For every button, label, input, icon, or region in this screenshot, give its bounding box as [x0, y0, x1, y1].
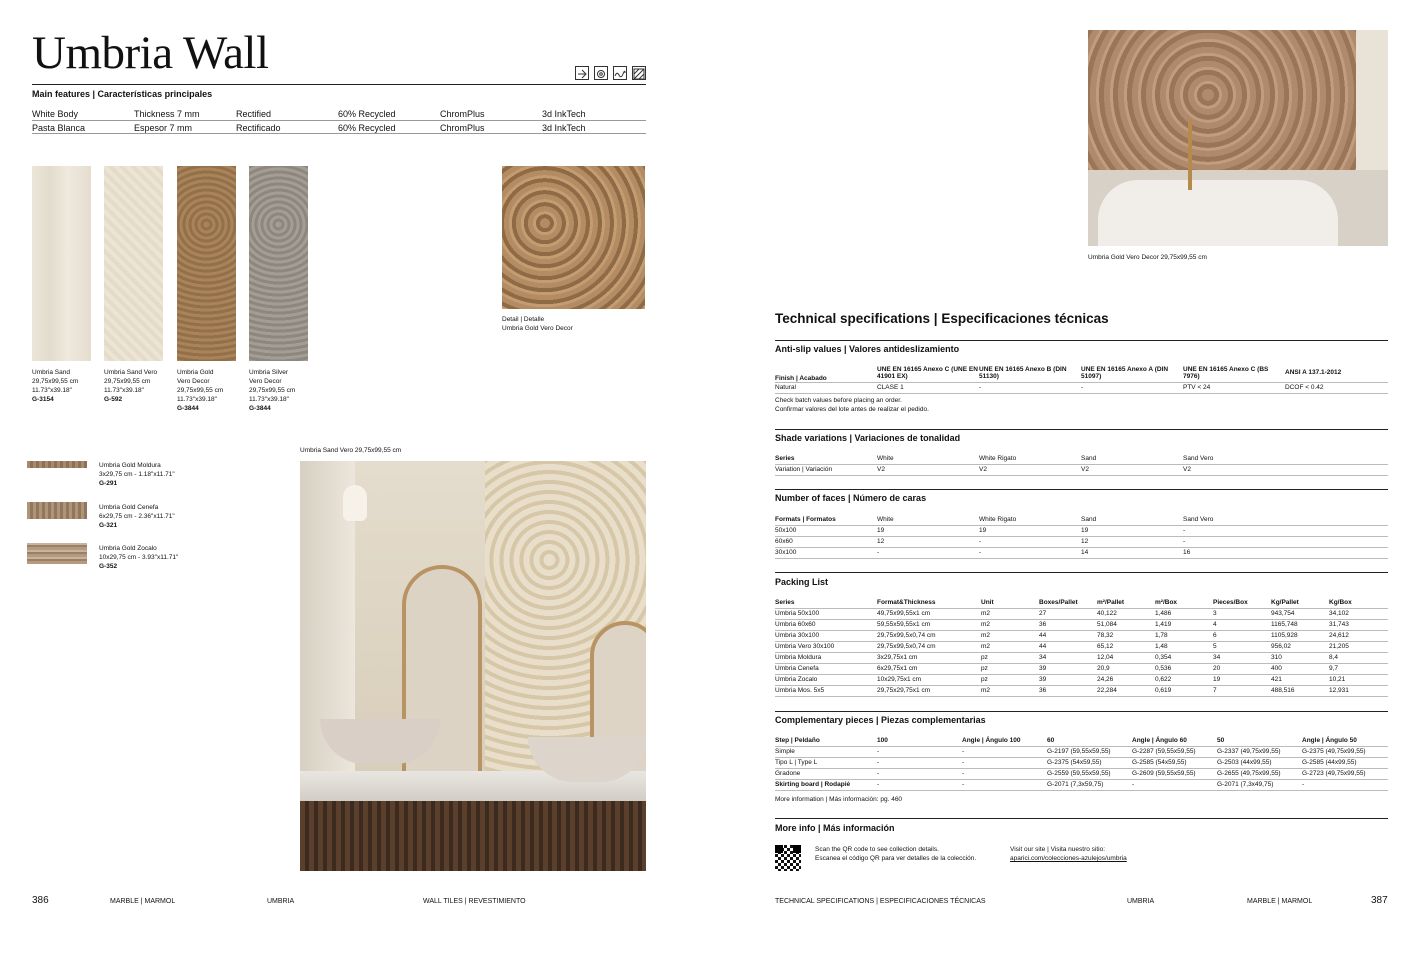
footer-category: MARBLE | MARMOL — [1247, 898, 1313, 905]
tile-caption: Umbria Gold Vero Decor 29,75x99,55 cm 11.73"x39.18" G-3844 — [177, 369, 224, 412]
table-cell: 0,354 — [1155, 652, 1213, 663]
table-cell: 65,12 — [1097, 641, 1155, 652]
table-cell: G-2723 (49,75x99,55) — [1302, 768, 1388, 779]
bathtub-photo — [1088, 30, 1388, 246]
table-cell: 1165,748 — [1271, 619, 1329, 630]
table-cell: 36 — [1039, 619, 1097, 630]
table-cell: 12,04 — [1097, 652, 1155, 663]
wave-icon — [613, 66, 627, 80]
gear-icon — [594, 66, 608, 80]
table-cell: 1,48 — [1155, 641, 1213, 652]
table-cell: m2 — [981, 641, 1039, 652]
table-cell: 22,284 — [1097, 685, 1155, 696]
table-cell: Umbria 50x100 — [775, 608, 877, 619]
complementary-table: Step | Peldaño 100 Angle | Ángulo 100 60 Angle | Ángulo 60 50 Angle | Ángulo 50 Simple - - G-2197 (59,55x59,55) G-2287 (59,55x59,55) G-2337 (49,75x99,55) G-2375 (49,75x99,55) Tipo L | Type L - - G-2375 (54x59,55) G-2585 (54x59,55) G-2503 (44x99,55) G-2585 (44x99,55) Gradone - - G-2559 (59,55x59,55) G-2609 (59,55x59,55) G-2655 (49,75x99,55) G-2723 (49,75x99,55) Skirting board | Rodapié - - G-2071 (7,3x59,75) - G-2071 (7,3x49,75) - — [775, 735, 1388, 791]
table-cell: 20 — [1213, 663, 1271, 674]
table-cell: pz — [981, 663, 1039, 674]
table-cell: 421 — [1271, 674, 1329, 685]
table-cell: 29,75x99,5x0,74 cm — [877, 630, 981, 641]
table-cell: 44 — [1039, 630, 1097, 641]
table-cell: m2 — [981, 630, 1039, 641]
table-row: Skirting board | Rodapié - - G-2071 (7,3x59,75) - G-2071 (7,3x49,75) - — [775, 779, 1388, 790]
table-cell: 7 — [1213, 685, 1271, 696]
table-row: 60x60 12 - 12 - — [775, 536, 1388, 547]
complementary-title: Complementary pieces | Piezas complementarias — [775, 715, 986, 725]
tile-umbria-sand-vero — [104, 166, 163, 361]
table-cell: 19 — [1213, 674, 1271, 685]
table-cell: - — [962, 757, 1047, 768]
photo-caption: Umbria Gold Vero Decor 29,75x99,55 cm — [1088, 254, 1207, 261]
table-cell: m2 — [981, 619, 1039, 630]
table-cell: G-2375 (54x59,55) — [1047, 757, 1132, 768]
grid-icon — [632, 66, 646, 80]
table-cell: 21,205 — [1329, 641, 1388, 652]
tile-caption: Umbria Sand 29,75x99,55 cm 11.73"x39.18" G-3154 — [32, 369, 79, 403]
detail-caption: Detail | Detalle Umbria Gold Vero Decor — [502, 316, 573, 332]
table-row — [775, 685, 1388, 696]
table-row — [775, 608, 1388, 619]
table-cell: G-2337 (49,75x99,55) — [1217, 746, 1302, 757]
site-link[interactable]: aparici.com/colecciones-azulejos/umbria — [1010, 855, 1127, 862]
table-cell: 40,122 — [1097, 608, 1155, 619]
table-cell: 8,4 — [1329, 652, 1388, 663]
table-row: 30x100 - - 14 16 — [775, 547, 1388, 558]
tile-umbria-silver-vero-decor — [249, 166, 308, 361]
table-cell: 59,55x59,55x1 cm — [877, 619, 981, 630]
footer-section: MARBLE | MARMOL — [110, 898, 176, 905]
table-cell: 1,419 — [1155, 619, 1213, 630]
table-cell: 5 — [1213, 641, 1271, 652]
table-cell: - — [962, 746, 1047, 757]
tile-caption: Umbria Sand Vero 29,75x99,55 cm 11.73"x39.18" G-592 — [104, 369, 158, 403]
table-row — [775, 652, 1388, 663]
table-cell: 24,612 — [1329, 630, 1388, 641]
table-cell: 20,9 — [1097, 663, 1155, 674]
table-cell: - — [877, 768, 962, 779]
table-row: 50x100 19 19 19 - — [775, 525, 1388, 536]
features-table: White Body Thickness 7 mm Rectified 60% Recycled ChromPlus 3d InkTech Pasta Blanca Espesor 7 mm Rectificado 60% Recycled ChromPlus 3d InkTech — [32, 109, 646, 134]
table-cell: Tipo L | Type L — [775, 757, 877, 768]
table-cell: 36 — [1039, 685, 1097, 696]
shade-table: Series White White Rigato Sand Sand Vero Variation | Variación V2 V2 V2 V2 — [775, 453, 1388, 476]
table-cell: 400 — [1271, 663, 1329, 674]
trim-caption: Umbria Gold Cenefa 6x29,75 cm - 2.36"x11.71" G-321 — [99, 504, 175, 529]
scan-text: Scan the QR code to see collection details. Escanea el código QR para ver detalles de la colección. — [815, 846, 977, 862]
table-row — [775, 674, 1388, 685]
footer-section: TECHNICAL SPECIFICATIONS | ESPECIFICACIONES TÉCNICAS — [775, 898, 986, 905]
tech-spec-title: Technical specifications | Especificaciones técnicas — [775, 311, 1109, 326]
features-heading: Main features | Características principales — [32, 89, 213, 99]
table-cell: Umbria Moldura — [775, 652, 877, 663]
more-information-page: More information | Más información: pg. 460 — [775, 796, 903, 803]
table-cell: - — [877, 746, 962, 757]
table-cell: Simple — [775, 746, 877, 757]
table-cell: Gradone — [775, 768, 877, 779]
table-cell: - — [877, 757, 962, 768]
footer-collection: UMBRIA — [1127, 898, 1155, 905]
table-cell: 9,7 — [1329, 663, 1388, 674]
table-cell: 51,084 — [1097, 619, 1155, 630]
table-cell: 24,26 — [1097, 674, 1155, 685]
tile-caption: Umbria Silver Vero Decor 29,75x99,55 cm 11.73"x39.18" G-3844 — [249, 369, 296, 412]
table-cell: G-2503 (44x99,55) — [1217, 757, 1302, 768]
trim-caption: Umbria Gold Moldura 3x29,75 cm - 1.18"x11.71" G-291 — [99, 462, 175, 487]
tile-umbria-gold-vero-decor — [177, 166, 236, 361]
page-title: Umbria Wall — [32, 27, 269, 79]
table-cell: 49,75x99,55x1 cm — [877, 608, 981, 619]
table-cell: pz — [981, 674, 1039, 685]
qr-code-icon[interactable] — [775, 845, 801, 871]
table-cell: Umbria Zocalo — [775, 674, 877, 685]
more-info-title: More info | Más información — [775, 823, 895, 833]
table-cell: 3x29,75x1 cm — [877, 652, 981, 663]
table-cell: 27 — [1039, 608, 1097, 619]
table-cell: 3 — [1213, 608, 1271, 619]
table-row — [775, 663, 1388, 674]
table-cell: m2 — [981, 685, 1039, 696]
bathroom-photo — [300, 461, 646, 871]
table-cell: 29,75x29,75x1 cm — [877, 685, 981, 696]
trim-caption: Umbria Gold Zocalo 10x29,75 cm - 3.93"x11.71" G-352 — [99, 545, 179, 570]
table-cell: 34,102 — [1329, 608, 1388, 619]
table-row — [775, 768, 1388, 779]
trim-zocalo-image — [27, 543, 87, 564]
table-row — [775, 630, 1388, 641]
table-cell: G-2609 (59,55x59,55) — [1132, 768, 1217, 779]
table-cell: 6x29,75x1 cm — [877, 663, 981, 674]
table-cell: G-2197 (59,55x59,55) — [1047, 746, 1132, 757]
table-cell: 0,619 — [1155, 685, 1213, 696]
table-cell: 6 — [1213, 630, 1271, 641]
table-cell: 10x29,75x1 cm — [877, 674, 981, 685]
antislip-note: Check batch values before placing an order. Confirmar valores del lote antes de realizar el pedido. — [775, 397, 929, 413]
table-cell: 943,754 — [1271, 608, 1329, 619]
table-cell: Umbria Vero 30x100 — [775, 641, 877, 652]
table-cell: 39 — [1039, 674, 1097, 685]
table-cell: G-2585 (44x99,55) — [1302, 757, 1388, 768]
table-cell: 44 — [1039, 641, 1097, 652]
trim-cenefa-image — [27, 502, 87, 519]
table-cell: Umbria Cenefa — [775, 663, 877, 674]
table-cell: 39 — [1039, 663, 1097, 674]
tile-umbria-sand — [32, 166, 91, 361]
table-cell: 310 — [1271, 652, 1329, 663]
table-cell: G-2655 (49,75x99,55) — [1217, 768, 1302, 779]
table-cell: 12,931 — [1329, 685, 1388, 696]
table-cell: 1,78 — [1155, 630, 1213, 641]
footer-category: WALL TILES | REVESTIMIENTO — [423, 898, 526, 905]
faces-title: Number of faces | Número de caras — [775, 493, 927, 503]
table-cell: 488,516 — [1271, 685, 1329, 696]
table-cell: 31,743 — [1329, 619, 1388, 630]
table-cell: 78,32 — [1097, 630, 1155, 641]
table-cell: 34 — [1039, 652, 1097, 663]
table-row — [775, 757, 1388, 768]
table-row — [775, 641, 1388, 652]
table-cell: Umbria 30x100 — [775, 630, 877, 641]
footer-collection: UMBRIA — [267, 898, 295, 905]
table-cell: m2 — [981, 608, 1039, 619]
table-cell: G-2287 (59,55x59,55) — [1132, 746, 1217, 757]
page-number: 387 — [1371, 895, 1388, 906]
packing-table: Series Format&Thickness Unit Boxes/Pallet m²/Pallet m²/Box Pieces/Box Kg/Pallet Kg/Box Umbria 50x100 49,75x99,55x1 cm m2 27 40,122 1,486 3 943,754 34,102 Umbria 60x60 59,55x59,55x1 cm m2 36 51,084 1,419 4 1165,748 31,743 Umbria 30x100 29,75x99,5x0,74 cm m2 44 78,32 1,78 6 1105,928 24,612 Umbria Vero 30x100 29,75x99,5x0,74 cm m2 44 65,12 1,48 5 956,02 21,205 Umbria Moldura 3x29,75x1 cm pz 34 12,04 0,354 34 310 8,4 Umbria Cenefa 6x29,75x1 cm pz 39 20,9 0,536 20 400 9,7 Umbria Zocalo 10x29,75x1 cm pz 39 24,26 0,622 19 421 10,21 Umbria Mos. 5x5 29,75x29,75x1 cm m2 36 22,284 0,619 7 488,516 12,931 — [775, 597, 1388, 697]
table-cell: G-2375 (49,75x99,55) — [1302, 746, 1388, 757]
table-cell: 10,21 — [1329, 674, 1388, 685]
table-cell: pz — [981, 652, 1039, 663]
visit-text: Visit our site | Visita nuestro sitio: aparici.com/colecciones-azulejos/umbria — [1010, 846, 1127, 862]
table-cell: 34 — [1213, 652, 1271, 663]
table-cell: 956,02 — [1271, 641, 1329, 652]
trim-moldura-image — [27, 461, 87, 468]
table-cell: Umbria 60x60 — [775, 619, 877, 630]
rectified-icon — [575, 66, 589, 80]
table-cell: - — [962, 768, 1047, 779]
page-number: 386 — [32, 895, 49, 906]
faces-table: Formats | Formatos White White Rigato Sand Sand Vero 50x100 19 19 19 - 60x60 12 - 12 - 30x100 - - 14 16 — [775, 514, 1388, 559]
table-cell: 0,536 — [1155, 663, 1213, 674]
table-cell: 4 — [1213, 619, 1271, 630]
shade-title: Shade variations | Variaciones de tonalidad — [775, 433, 961, 443]
photo-caption: Umbria Sand Vero 29,75x99,55 cm — [300, 447, 402, 454]
table-cell: Umbria Mos. 5x5 — [775, 685, 877, 696]
table-row — [775, 746, 1388, 757]
table-row — [775, 619, 1388, 630]
table-cell: 0,622 — [1155, 674, 1213, 685]
table-cell: G-2585 (54x59,55) — [1132, 757, 1217, 768]
antislip-table: Finish | Acabado UNE EN 16165 Anexo C (UNE EN 41901 EX) UNE EN 16165 Anexo B (DIN 51130) UNE EN 16165 Anexo A (DIN 51097) UNE EN 16165 Anexo C (BS 7976) ANSI A 137.1-2012 Natural CLASE 1 - - PTV < 24 DCOF < 0.42 — [775, 364, 1388, 394]
table-cell: 1,486 — [1155, 608, 1213, 619]
detail-image — [502, 166, 645, 309]
table-cell: 1105,928 — [1271, 630, 1329, 641]
antislip-title: Anti-slip values | Valores antideslizamiento — [775, 344, 960, 354]
table-cell: 29,75x99,5x0,74 cm — [877, 641, 981, 652]
packing-title: Packing List — [775, 577, 829, 587]
table-cell: G-2559 (59,55x59,55) — [1047, 768, 1132, 779]
